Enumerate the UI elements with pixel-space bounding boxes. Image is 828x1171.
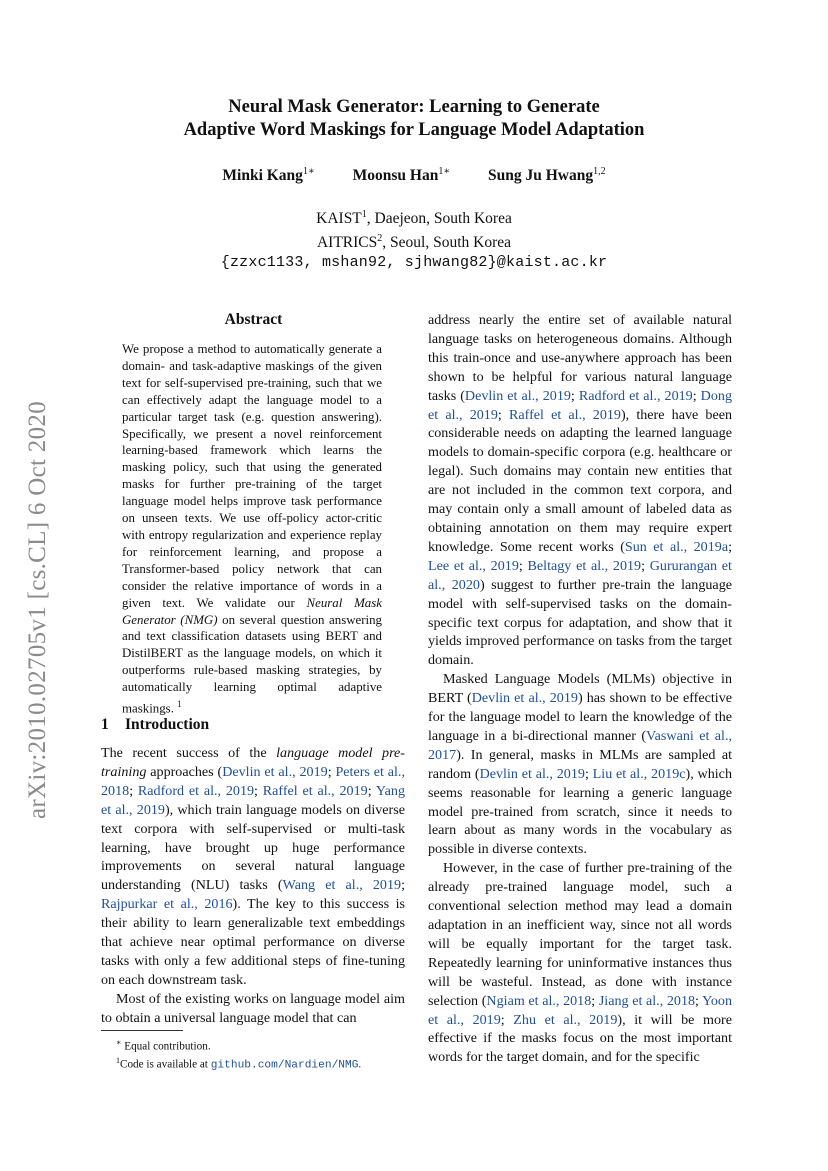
- affiliation-2-location: , Seoul, South Korea: [382, 234, 512, 252]
- citation-link[interactable]: Devlin et al., 2019: [471, 690, 578, 707]
- citation-link[interactable]: Ngiam et al., 2018: [486, 992, 592, 1009]
- affiliation-1-mark: 1: [361, 209, 367, 220]
- paragraph-text: ;: [728, 538, 732, 555]
- author-name: Moonsu Han: [352, 167, 439, 185]
- paragraph-text: The recent success of the: [101, 745, 277, 761]
- affiliation-1: [0, 205, 828, 229]
- code-repository-link[interactable]: github.com/Nardien/NMG: [210, 1059, 359, 1072]
- paragraph-text: ;: [570, 387, 579, 404]
- paragraph-text: ;: [497, 406, 509, 423]
- affiliation-2-mark: 2: [377, 233, 383, 245]
- citation-link[interactable]: Liu et al., 2019c: [592, 765, 686, 782]
- paragraph-text: ;: [500, 1011, 514, 1028]
- footnote-code-availability: [101, 1054, 405, 1073]
- footnote-ref-1[interactable]: 1: [177, 699, 182, 710]
- paragraph-text: ;: [695, 992, 703, 1009]
- citation-link[interactable]: Wang et al., 2019: [282, 877, 402, 894]
- citation-link[interactable]: Yoon et al., 2019: [428, 992, 732, 1028]
- citation-link[interactable]: Devlin et al., 2019: [479, 765, 585, 782]
- section-number: 1: [101, 716, 109, 733]
- author-mark: 1,2: [593, 166, 606, 177]
- arxiv-identifier-text: arXiv:2010.02705v1 [cs.CL] 6 Oct 2020: [24, 401, 51, 819]
- author-mark: 1∗: [302, 166, 315, 177]
- paragraph-text: ). The key to this success is their ability to learn generalizable text embeddings that achieve near optimal performance on diverse tasks with only a few additional steps of fine-tuning on each downstream task.: [101, 896, 405, 988]
- paragraph-text: However, in the case of further pre-training of the already pre-trained language model, such a conventional selection method may lead a domain adaptation in an inefficient way, since not all words will be equally important for the target task. Repeatedly learning for uninformative instances thus will be wasteful. Instead, as done with instance selection (: [428, 860, 732, 1009]
- paragraph-text: ). In general, masks in MLMs are sampled at random (: [428, 746, 732, 782]
- author-mark: 1∗: [438, 166, 451, 177]
- arxiv-identifier-stamp: [8, 375, 68, 845]
- affiliation-1-location: , Daejeon, South Korea: [366, 210, 512, 228]
- abstract-text-part-1: We propose a method to automatically generate a domain- and task-adaptive maskings of the given text for self-supervised pre-training, such that we can effectively adapt the language model to a particular target task (e.g. question answering). Specifically, we present a novel reinforcement learning-based framework which learns the masking policy, such that using the generated masks for further pre-training of the target language model helps improve task performance on unseen texts. We use off-policy actor-critic with entropy regularization and experience replay for reinforcement learning, and propose a Transformer-based policy network that can consider the relative importance of words in a given text. We validate our: [122, 342, 382, 610]
- author-2: [353, 166, 451, 185]
- footnote-mark: 1: [116, 1055, 120, 1065]
- abstract-heading: Abstract: [224, 311, 283, 328]
- paper-title: [0, 96, 828, 142]
- citation-link[interactable]: Peters et al., 2018: [101, 763, 405, 799]
- author-3: [488, 166, 606, 185]
- intro-paragraph-4: [428, 859, 732, 1067]
- emphasized-text: language model pre-training: [101, 745, 405, 780]
- footnote-equal-contribution: [101, 1036, 405, 1054]
- footnotes: [101, 1036, 405, 1072]
- intro-paragraph-2-continued: [428, 311, 732, 670]
- citation-link[interactable]: Gururangan et al., 2020: [428, 557, 732, 593]
- paragraph-text: approaches (: [146, 763, 223, 780]
- title-line-2: Adaptive Word Maskings for Language Model Adaptation: [183, 120, 645, 140]
- paragraph-text: ;: [641, 557, 650, 574]
- citation-link[interactable]: Raffel et al., 2019: [508, 406, 621, 423]
- abstract-body: [122, 341, 382, 717]
- affiliation-2: [0, 229, 828, 253]
- citation-link[interactable]: Sun et al., 2019a: [624, 538, 729, 555]
- footnote-divider: [101, 1030, 183, 1031]
- footnote-mark: ∗: [116, 1038, 122, 1047]
- author-1: [222, 166, 314, 185]
- citation-link[interactable]: Yang et al., 2019: [101, 782, 405, 818]
- citation-link[interactable]: Raffel et al., 2019: [262, 782, 368, 799]
- paragraph-text: address nearly the entire set of available natural language tasks on heterogeneous domains. Although this train-once and use-anywhere approach has been shown to be helpful for various natural language tasks (: [428, 312, 732, 404]
- author-name: Minki Kang: [222, 167, 303, 185]
- paragraph-text: ;: [327, 763, 336, 780]
- abstract-method-name: Neural Mask Generator (NMG): [122, 595, 382, 627]
- paragraph-text: ), there have been considerable needs on adapting the learned language models to domain-specific corpora (e.g. healthcare or legal). Such domains may contain new entities that are not included in the common text corpora, and may contain only a small amount of labeled data as obtaining annotation on them may require expert knowledge. Some recent works (: [428, 406, 733, 555]
- paragraph-text: ;: [129, 782, 138, 799]
- intro-paragraph-1: [101, 744, 405, 990]
- paragraph-text: ) suggest to further pre-train the language model with self-supervised tasks on the domain-specific text corpus for adaptation, and show that it yields improved performance on tasks from the target domain.: [428, 576, 732, 669]
- citation-link[interactable]: Jiang et al., 2018: [598, 992, 696, 1009]
- author-name: Sung Ju Hwang: [488, 167, 594, 185]
- citation-link[interactable]: Zhu et al., 2019: [513, 1011, 618, 1028]
- paragraph-text: ) has shown to be effective for the language model to learn the knowledge of the language in a bi-directional manner (: [428, 690, 733, 744]
- paragraph-text: Most of the existing works on language model aim to obtain a universal language model that can: [101, 990, 405, 1026]
- left-column-body: [101, 744, 405, 1028]
- footnote-end: .: [358, 1058, 362, 1071]
- affiliation-2-institution: AITRICS: [316, 234, 378, 252]
- footnote-text: Equal contribution.: [121, 1040, 211, 1053]
- section-title: Introduction: [125, 716, 210, 733]
- intro-paragraph-3: [428, 670, 732, 859]
- citation-link[interactable]: Dong et al., 2019: [428, 387, 732, 423]
- paragraph-text: ;: [584, 765, 593, 782]
- citation-link[interactable]: Lee et al., 2019: [428, 557, 519, 574]
- paragraph-text: ;: [254, 782, 263, 799]
- paragraph-text: ), it will be more effective if the masks focus on the most important words for the target domain, and for the specific: [428, 1011, 732, 1066]
- citation-link[interactable]: Rajpurkar et al., 2016: [101, 896, 233, 913]
- title-line-1: Neural Mask Generator: Learning to Generate: [228, 97, 600, 117]
- paragraph-text: ;: [591, 992, 599, 1009]
- paragraph-text: ;: [401, 877, 405, 894]
- paragraph-text: ;: [367, 782, 376, 799]
- author-emails: {zzxc1133, mshan92, sjhwang82}@kaist.ac.kr: [220, 254, 608, 272]
- affiliation-1-institution: KAIST: [316, 210, 362, 228]
- paragraph-text: ;: [518, 557, 528, 574]
- citation-link[interactable]: Devlin et al., 2019: [464, 387, 571, 404]
- affiliations: [0, 205, 828, 273]
- citation-link[interactable]: Radford et al., 2019: [578, 387, 693, 404]
- paragraph-text: ), which train language models on diverse text corpora with self-supervised or multi-task learning, have brought up huge performance improvements on several natural language understanding (NLU) tasks (: [101, 801, 405, 894]
- author-list: [0, 166, 828, 185]
- paragraph-text: ;: [692, 387, 701, 404]
- abstract-text-part-2: on several question answering and text classification datasets using BERT and DistilBERT as the language models, on which it outperforms rule-based masking strategies, by automatically learning optimal adaptive maskings.: [122, 612, 383, 716]
- paragraph-text: Masked Language Models (MLMs) objective in BERT (: [428, 671, 732, 707]
- intro-paragraph-2-start: [101, 990, 405, 1028]
- citation-link[interactable]: Beltagy et al., 2019: [527, 557, 642, 574]
- section-heading-introduction: [101, 716, 209, 734]
- citation-link[interactable]: Radford et al., 2019: [137, 782, 255, 799]
- citation-link[interactable]: Devlin et al., 2019: [222, 763, 328, 780]
- right-column-body: [428, 311, 732, 1067]
- citation-link[interactable]: Vaswani et al., 2017: [428, 727, 732, 763]
- footnote-text: Code is available at: [120, 1058, 211, 1071]
- paragraph-text: ), which seems reasonable for learning a generic language model pre-trained from scratch, since it needs to learn about as many words in the vocabulary as possible in diverse contexts.: [428, 765, 732, 858]
